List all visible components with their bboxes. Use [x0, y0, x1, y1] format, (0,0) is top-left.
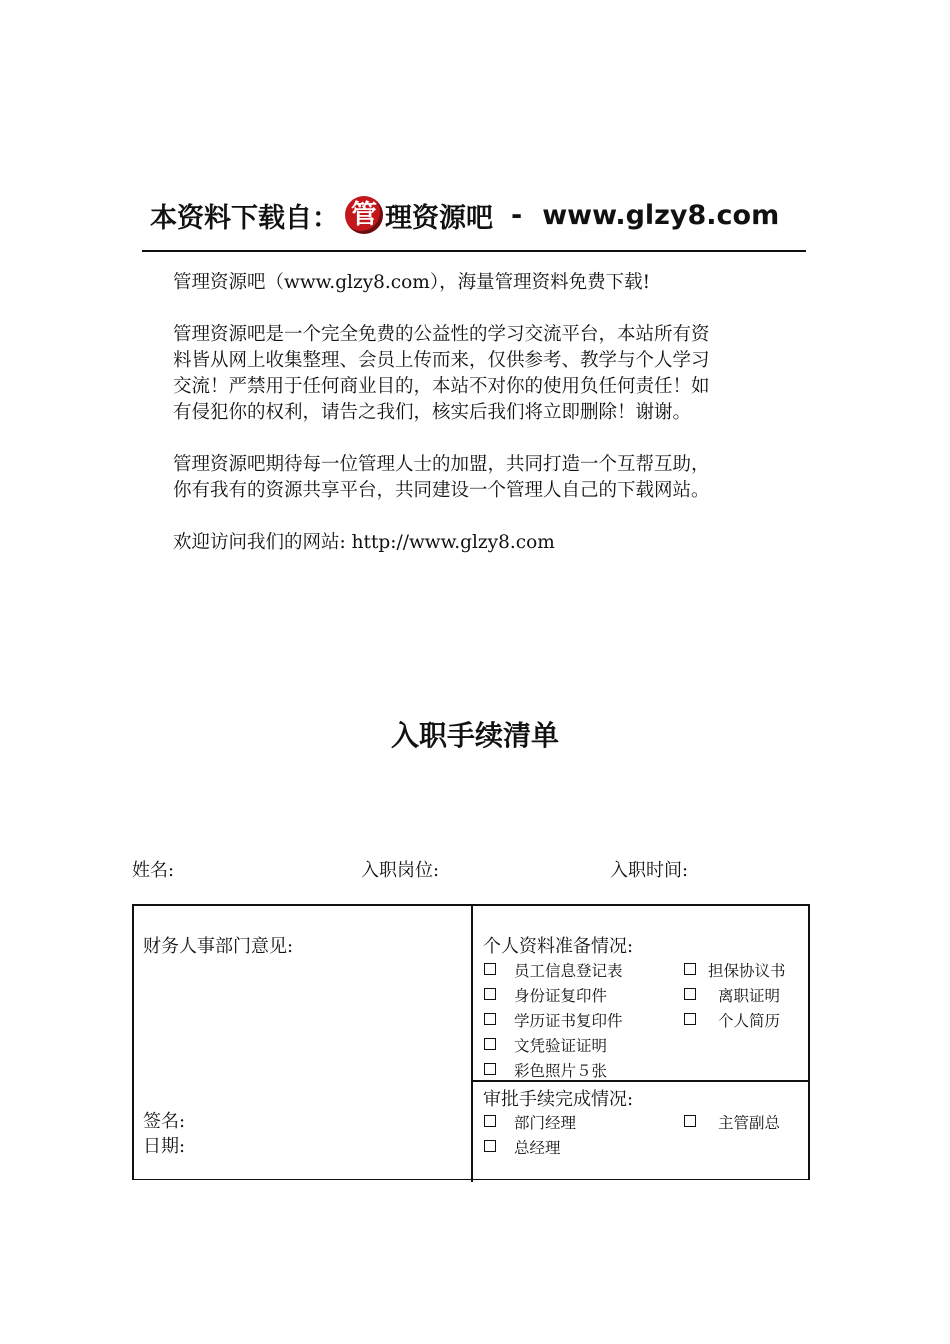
- checklist-item[interactable]: [684, 959, 786, 981]
- checklist-item-label: 离职证明: [718, 987, 781, 1005]
- approval-item-label: 主管副总: [718, 1114, 781, 1132]
- notice-line: 管理资源吧是一个完全免费的公益性的学习交流平台，本站所有资: [173, 324, 710, 345]
- header-divider: [142, 250, 806, 252]
- checklist-item[interactable]: [684, 984, 780, 1006]
- banner-dash: -: [511, 199, 523, 231]
- checkbox-icon: [484, 1038, 496, 1050]
- header-banner: [150, 190, 810, 240]
- hr-opinion-label: 财务人事部门意见:: [143, 936, 294, 957]
- notice-line: 交流！严禁用于任何商业目的，本站不对你的使用负任何责任！如: [173, 376, 710, 397]
- approval-section-label: 审批手续完成情况:: [483, 1089, 634, 1110]
- checklist-item[interactable]: [484, 1034, 607, 1056]
- checkbox-icon: [684, 1115, 696, 1127]
- banner-prefix: 本资料下载自：: [150, 202, 339, 234]
- site-notice: [173, 270, 793, 556]
- name-field-label: 姓名:: [132, 860, 175, 881]
- checkbox-icon: [484, 1013, 496, 1025]
- position-field-label: 入职岗位:: [361, 860, 440, 881]
- form-title: 入职手续清单: [390, 719, 559, 752]
- sign-date-label: 日期:: [143, 1136, 186, 1157]
- checkbox-icon: [484, 988, 496, 1000]
- checkbox-icon: [484, 1063, 496, 1075]
- checklist-item-label: 担保协议书: [708, 962, 786, 980]
- approval-item[interactable]: [684, 1111, 780, 1133]
- start-date-field-label: 入职时间:: [610, 860, 689, 881]
- checklist-item[interactable]: [484, 984, 607, 1006]
- checklist-item-label: 员工信息登记表: [514, 962, 623, 980]
- documents-section-label: 个人资料准备情况:: [483, 936, 634, 957]
- checklist-item[interactable]: [484, 959, 623, 981]
- approval-item[interactable]: [484, 1136, 561, 1158]
- notice-line: 管理资源吧期待每一位管理人士的加盟，共同打造一个互帮互助，: [173, 454, 710, 475]
- notice-line: 你有我有的资源共享平台，共同建设一个管理人自己的下载网站。: [173, 480, 710, 501]
- checkbox-icon: [684, 1013, 696, 1025]
- notice-website-line: 欢迎访问我们的网站: http://www.glzy8.com: [173, 532, 555, 553]
- approval-item[interactable]: [484, 1111, 576, 1133]
- checklist-item-label: 个人简历: [718, 1012, 781, 1030]
- checklist-item-label: 彩色照片５张: [514, 1062, 608, 1080]
- checkbox-icon: [684, 988, 696, 1000]
- checklist-item-label: 学历证书复印件: [514, 1012, 623, 1030]
- approval-item-label: 总经理: [514, 1139, 561, 1157]
- checklist-item[interactable]: [484, 1009, 623, 1031]
- signature-label: 签名:: [143, 1111, 186, 1132]
- approval-item-label: 部门经理: [514, 1114, 577, 1132]
- notice-line: 料皆从网上收集整理、会员上传而来，仅供参考、教学与个人学习: [173, 350, 710, 371]
- checkbox-icon: [484, 1115, 496, 1127]
- checklist-item[interactable]: [684, 1009, 780, 1031]
- checklist-item-label: 文凭验证证明: [514, 1037, 608, 1055]
- banner-url: www.glzy8.com: [542, 199, 780, 231]
- banner-brand: 理资源吧: [385, 202, 493, 234]
- checklist-item[interactable]: [484, 1059, 607, 1081]
- notice-line: 有侵犯你的权利，请告之我们，核实后我们将立即删除！谢谢。: [173, 402, 692, 423]
- brand-logo-icon: 管: [345, 196, 383, 234]
- checkbox-icon: [484, 1140, 496, 1152]
- checkbox-icon: [484, 963, 496, 975]
- table-vertical-divider: [471, 904, 473, 1182]
- checklist-item-label: 身份证复印件: [514, 987, 608, 1005]
- checkbox-icon: [684, 963, 696, 975]
- notice-paragraph-1: 管理资源吧（www.glzy8.com），海量管理资料免费下载!: [173, 272, 651, 293]
